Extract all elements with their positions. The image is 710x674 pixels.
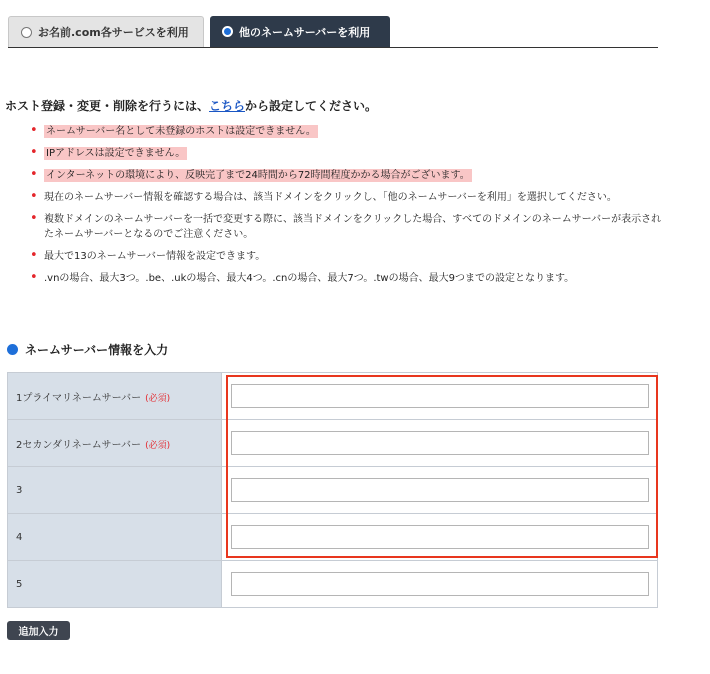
note-item	[28, 271, 668, 286]
row-label: 5	[16, 578, 23, 590]
section-heading	[7, 341, 168, 358]
tab-label: お名前.com各サービスを利用	[38, 26, 189, 39]
note-text: 現在のネームサーバー情報を確認する場合は、該当ドメインをクリックし、「他のネームサーバーを利用」を選択してください。	[44, 192, 617, 203]
tab-label: 他のネームサーバーを利用	[239, 25, 371, 39]
row-label-cell	[8, 467, 222, 514]
intro-text	[5, 97, 377, 114]
intro-suffix: から設定してください。	[245, 99, 378, 113]
note-item	[28, 146, 668, 161]
nameserver-tabs	[8, 16, 658, 48]
table-row	[8, 514, 658, 561]
row-input-cell	[222, 373, 658, 420]
tab-other-nameserver[interactable]	[210, 16, 390, 47]
table-row	[8, 467, 658, 514]
row-input-cell	[222, 561, 658, 608]
row-input-cell	[222, 420, 658, 467]
table-row	[8, 420, 658, 467]
row-input-cell	[222, 467, 658, 514]
radio-unselected-icon[interactable]	[21, 27, 32, 38]
nameserver-2-input[interactable]	[231, 431, 649, 455]
note-text: 複数ドメインのネームサーバーを一括で変更する際に、該当ドメインをクリックした場合、すべてのドメインのネームサーバーが表示されたネームサーバーとなるのでご注意ください。	[44, 214, 662, 240]
row-label-cell	[8, 420, 222, 467]
note-item	[28, 249, 668, 264]
add-entry-button[interactable]: 追加入力	[7, 621, 70, 640]
row-label: 4	[16, 531, 23, 543]
host-settings-link[interactable]: こちら	[209, 99, 246, 113]
note-item	[28, 168, 668, 183]
row-label-cell	[8, 373, 222, 420]
note-text: .vnの場合、最大3つ。.be、.ukの場合、最大4つ。.cnの場合、最大7つ。.twの場合、最大9つまでの設定となります。	[44, 273, 575, 284]
required-mark: (必須)	[145, 393, 171, 404]
nameserver-1-input[interactable]	[231, 384, 649, 408]
row-input-cell	[222, 514, 658, 561]
note-text: 最大で13のネームサーバー情報を設定できます。	[44, 251, 266, 262]
nameserver-4-input[interactable]	[231, 525, 649, 549]
nameserver-3-input[interactable]	[231, 478, 649, 502]
bullet-dot-icon	[7, 344, 18, 355]
note-text: IPアドレスは設定できません。	[46, 148, 186, 159]
section-title: ネームサーバー情報を入力	[25, 343, 169, 357]
table-row	[8, 561, 658, 608]
note-text: ネームサーバー名として未登録のホストは設定できません。	[46, 126, 316, 137]
table-row	[8, 373, 658, 420]
row-label: 1プライマリネームサーバー	[16, 392, 142, 404]
notes-list	[28, 124, 668, 293]
note-item	[28, 190, 668, 205]
note-item	[28, 124, 668, 139]
row-label: 2セカンダリネームサーバー	[16, 439, 142, 451]
row-label-cell	[8, 514, 222, 561]
note-item	[28, 212, 668, 242]
radio-selected-icon[interactable]	[222, 26, 233, 37]
tab-onamae-service[interactable]	[8, 16, 204, 47]
note-text: インターネットの環境により、反映完了まで24時間から72時間程度かかる場合がございます。	[46, 170, 470, 181]
intro-prefix: ホスト登録・変更・削除を行うには、	[5, 99, 210, 113]
nameserver-5-input[interactable]	[231, 572, 649, 596]
nameserver-table	[7, 372, 658, 608]
row-label: 3	[16, 484, 23, 496]
required-mark: (必須)	[145, 440, 171, 451]
row-label-cell	[8, 561, 222, 608]
